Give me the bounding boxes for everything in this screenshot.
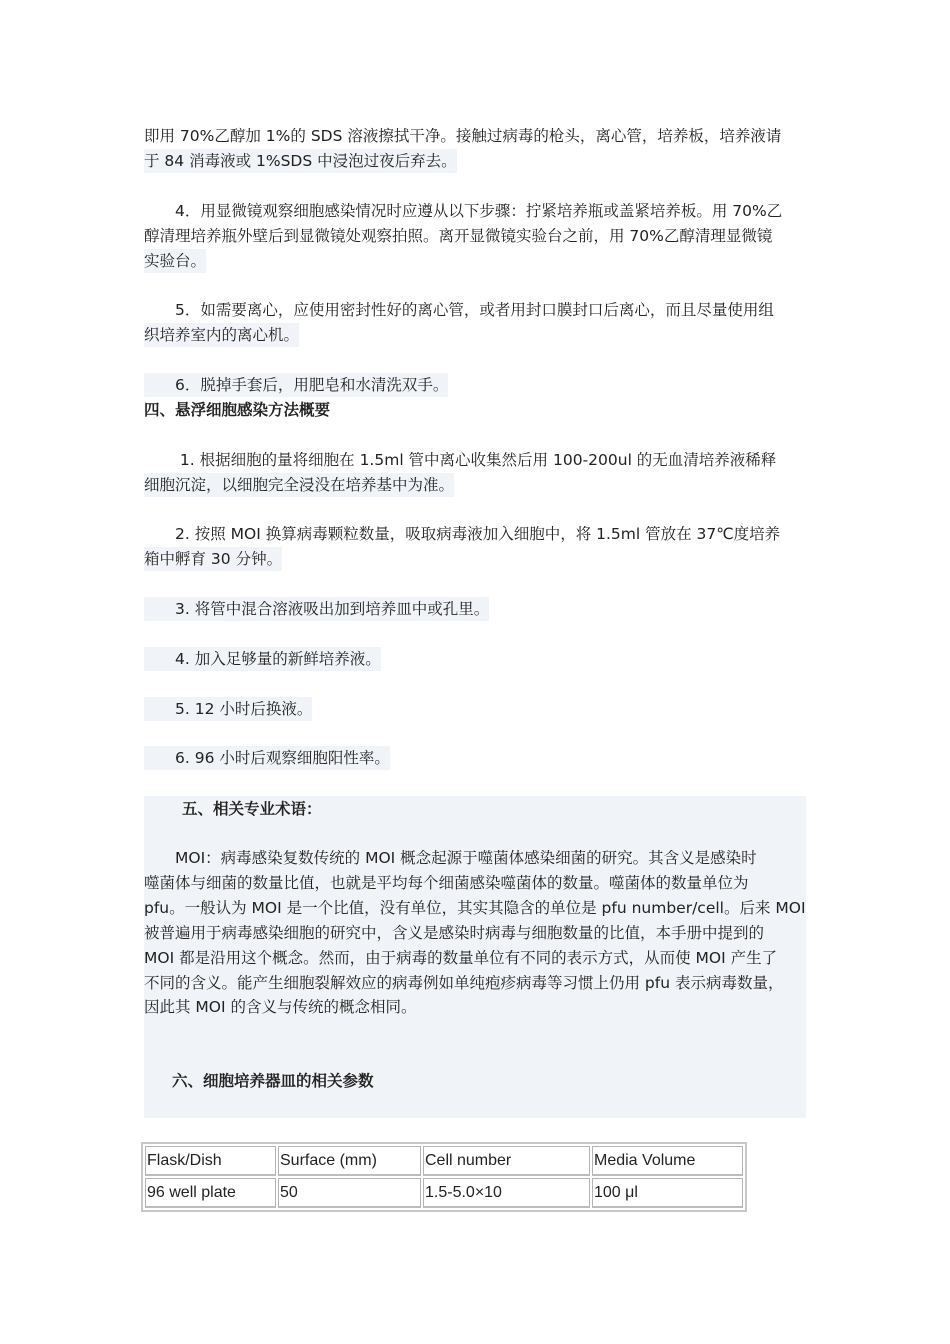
table-header-cell: Surface (mm) [278,1146,421,1176]
table-row [145,1178,743,1208]
infection-step-6: 6. 96 小时后观察细胞阳性率。 [144,746,390,770]
table-cell: 100 μl [592,1178,743,1208]
moi-paragraph-line: pfu。一般认为 MOI 是一个比值，没有单位，其实其隐含的单位是 pfu number/cell。后来 MOI [144,899,806,917]
infection-step-1-line: 1. 根据细胞的量将细胞在 1.5ml 管中离心收集然后用 100-200ul 的无血清培养液稀释 [144,451,777,469]
table-header-row [145,1146,743,1176]
safety-text-line: 于 84 消毒液或 1%SDS 中浸泡过夜后弃去。 [144,149,457,173]
culture-vessel-table [141,1142,747,1212]
table-cell: 1.5-5.0×10 [423,1178,590,1208]
moi-paragraph-line: 噬菌体与细菌的数量比值，也就是平均每个细菌感染噬菌体的数量。噬菌体的数量单位为 [144,874,749,892]
infection-step-5: 5. 12 小时后换液。 [144,697,312,721]
infection-step-4: 4. 加入足够量的新鲜培养液。 [144,647,381,671]
table-header-cell: Media Volume [592,1146,743,1176]
section-5-heading: 五、相关专业术语： [182,800,322,818]
infection-step-1-line: 细胞沉淀，以细胞完全浸没在培养基中为准。 [144,473,454,497]
moi-paragraph-line: 被普遍用于病毒感染细胞的研究中，含义是感染时病毒与细胞数量的比值，本手册中提到的 [144,924,765,942]
section-6-heading: 六、细胞培养器皿的相关参数 [172,1072,374,1090]
safety-item-4-line: 实验台。 [144,249,206,273]
infection-step-2-line: 2. 按照 MOI 换算病毒颗粒数量，吸取病毒液加入细胞中，将 1.5ml 管放在 37℃度培养 [144,525,781,543]
safety-item-4-line: 醇清理培养瓶外壁后到显微镜处观察拍照。离开显微镜实验台之前，用 70%乙醇清理显微镜 [144,227,773,245]
infection-step-2-line: 箱中孵育 30 分钟。 [144,547,282,571]
safety-item-5-line: 5．如需要离心，应使用密封性好的离心管，或者用封口膜封口后离心，而且尽量使用组 [144,301,774,319]
moi-paragraph-line: 不同的含义。能产生细胞裂解效应的病毒例如单纯疱疹病毒等习惯上仍用 pfu 表示病毒数量， [144,974,784,992]
moi-paragraph-line: MOI：病毒感染复数传统的 MOI 概念起源于噬菌体感染细菌的研究。其含义是感染时 [144,849,757,867]
section-4-heading: 四、悬浮细胞感染方法概要 [144,401,331,419]
table-header-cell: Cell number [423,1146,590,1176]
safety-item-5-line: 织培养室内的离心机。 [144,323,299,347]
infection-step-3: 3. 将管中混合溶液吸出加到培养皿中或孔里。 [144,597,489,621]
table-header-cell: Flask/Dish [145,1146,276,1176]
moi-paragraph-line: MOI 都是沿用这个概念。然而，由于病毒的数量单位有不同的表示方式，从而使 MOI 产生了 [144,949,778,967]
table-cell: 50 [278,1178,421,1208]
moi-paragraph-line: 因此其 MOI 的含义与传统的概念相同。 [144,998,417,1016]
table-cell: 96 well plate [145,1178,276,1208]
safety-item-4-line: 4．用显微镜观察细胞感染情况时应遵从以下步骤：拧紧培养瓶或盖紧培养板。用 70%乙 [144,202,783,220]
safety-item-6: 6．脱掉手套后，用肥皂和水清洗双手。 [144,373,448,397]
safety-text-line: 即用 70%乙醇加 1%的 SDS 溶液擦拭干净。接触过病毒的枪头，离心管，培养板，培养液请 [144,127,782,145]
